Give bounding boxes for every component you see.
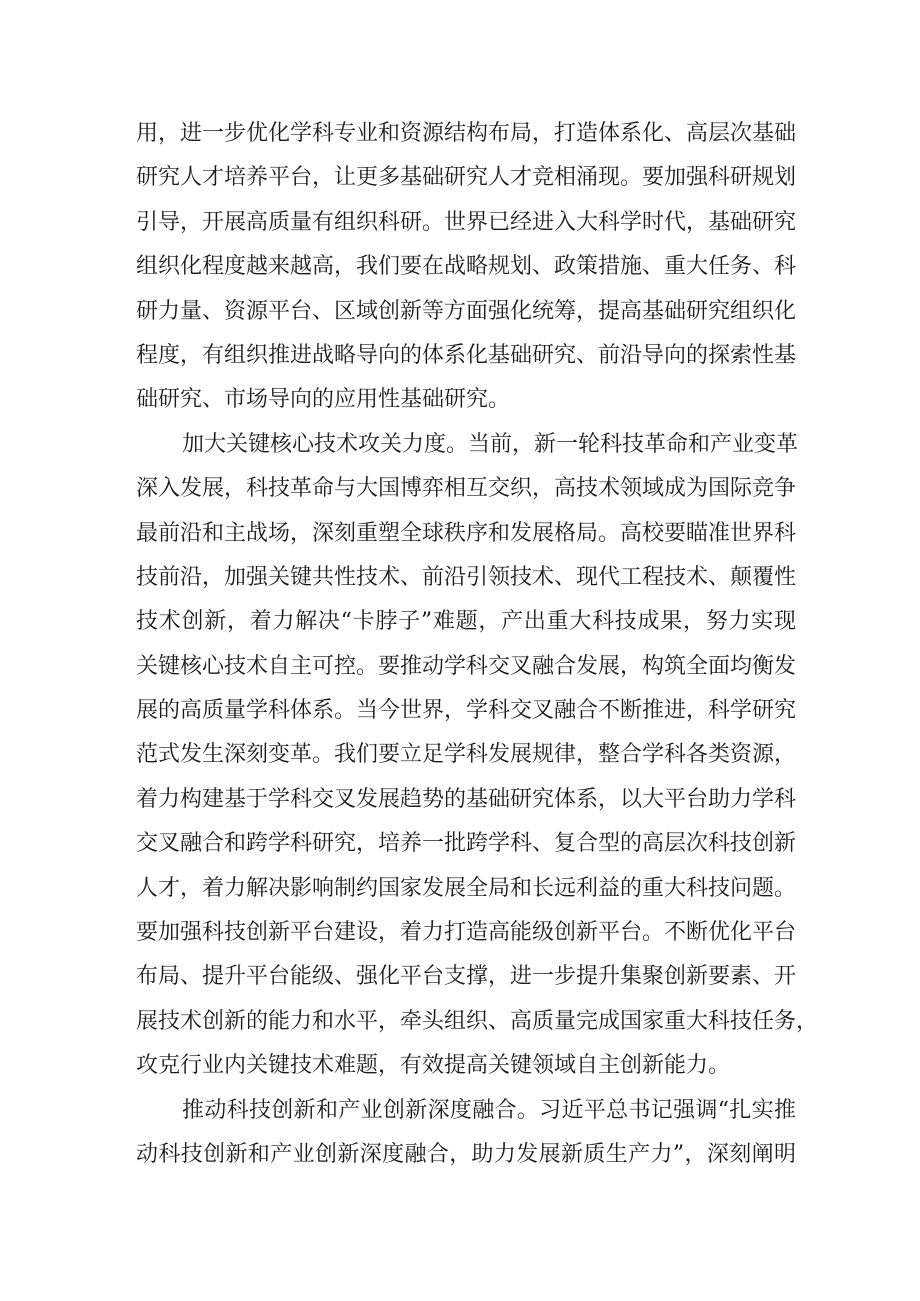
paragraph-1 — [136, 112, 796, 423]
text-line: 技前沿，加强关键共性技术、前沿引领技术、现代工程技术、颠覆性 — [136, 564, 797, 590]
text-line: 展的高质量学科体系。当今世界，学科交叉融合不断推进，科学研究 — [136, 698, 797, 724]
text-line: 最前沿和主战场，深刻重塑全球秩序和发展格局。高校要瞄准世界科 — [136, 520, 797, 546]
paragraph-3 — [136, 1089, 796, 1178]
paragraph-2 — [136, 423, 819, 1089]
body-text — [136, 112, 819, 1177]
text-line: 础研究、市场导向的应用性基础研究。 — [136, 387, 511, 413]
text-line: 关键核心技术自主可控。要推动学科交叉融合发展，构筑全面均衡发 — [136, 653, 797, 679]
text-line: 研究人才培养平台，让更多基础研究人才竞相涌现。要加强科研规划 — [136, 165, 797, 191]
text-line: 程度，有组织推进战略导向的体系化基础研究、前沿导向的探索性基 — [136, 342, 797, 368]
text-line: 技术创新，着力解决“卡脖子”难题，产出重大科技成果，努力实现 — [136, 609, 796, 635]
text-line: 范式发生深刻变革。我们要立足学科发展规律，整合学科各类资源， — [136, 742, 797, 768]
text-line: 研力量、资源平台、区域创新等方面强化统筹，提高基础研究组织化 — [136, 298, 797, 324]
text-line: 动科技创新和产业创新深度融合，助力发展新质生产力”，深刻阐明 — [136, 1141, 796, 1167]
text-line: 推动科技创新和产业创新深度融合。习近平总书记强调“扎实推 — [182, 1097, 796, 1123]
text-line: 要加强科技创新平台建设，着力打造高能级创新平台。不断优化平台 — [136, 920, 797, 946]
text-line: 引导，开展高质量有组织科研。世界已经进入大科学时代，基础研究 — [136, 209, 797, 235]
text-line: 人才，着力解决影响制约国家发展全局和长远利益的重大科技问题。 — [136, 875, 797, 901]
text-line: 攻克行业内关键技术难题，有效提高关键领域自主创新能力。 — [136, 1053, 731, 1079]
text-line: 用，进一步优化学科专业和资源结构布局，打造体系化、高层次基础 — [136, 121, 797, 146]
text-line: 深入发展，科技革命与大国博弈相互交织，高技术领域成为国际竞争 — [136, 476, 797, 502]
text-line: 布局、提升平台能级、强化平台支撑，进一步提升集聚创新要素、开 — [136, 964, 797, 990]
text-line: 展技术创新的能力和水平，牵头组织、高质量完成国家重大科技任务， — [136, 1008, 819, 1034]
text-line: 组织化程度越来越高，我们要在战略规划、政策措施、重大任务、科 — [136, 254, 797, 280]
text-line: 交叉融合和跨学科研究，培养一批跨学科、复合型的高层次科技创新 — [136, 831, 797, 857]
text-line: 着力构建基于学科交叉发展趋势的基础研究体系，以大平台助力学科 — [136, 786, 797, 812]
text-line: 加大关键核心技术攻关力度。当前，新一轮科技革命和产业变革 — [182, 431, 799, 457]
